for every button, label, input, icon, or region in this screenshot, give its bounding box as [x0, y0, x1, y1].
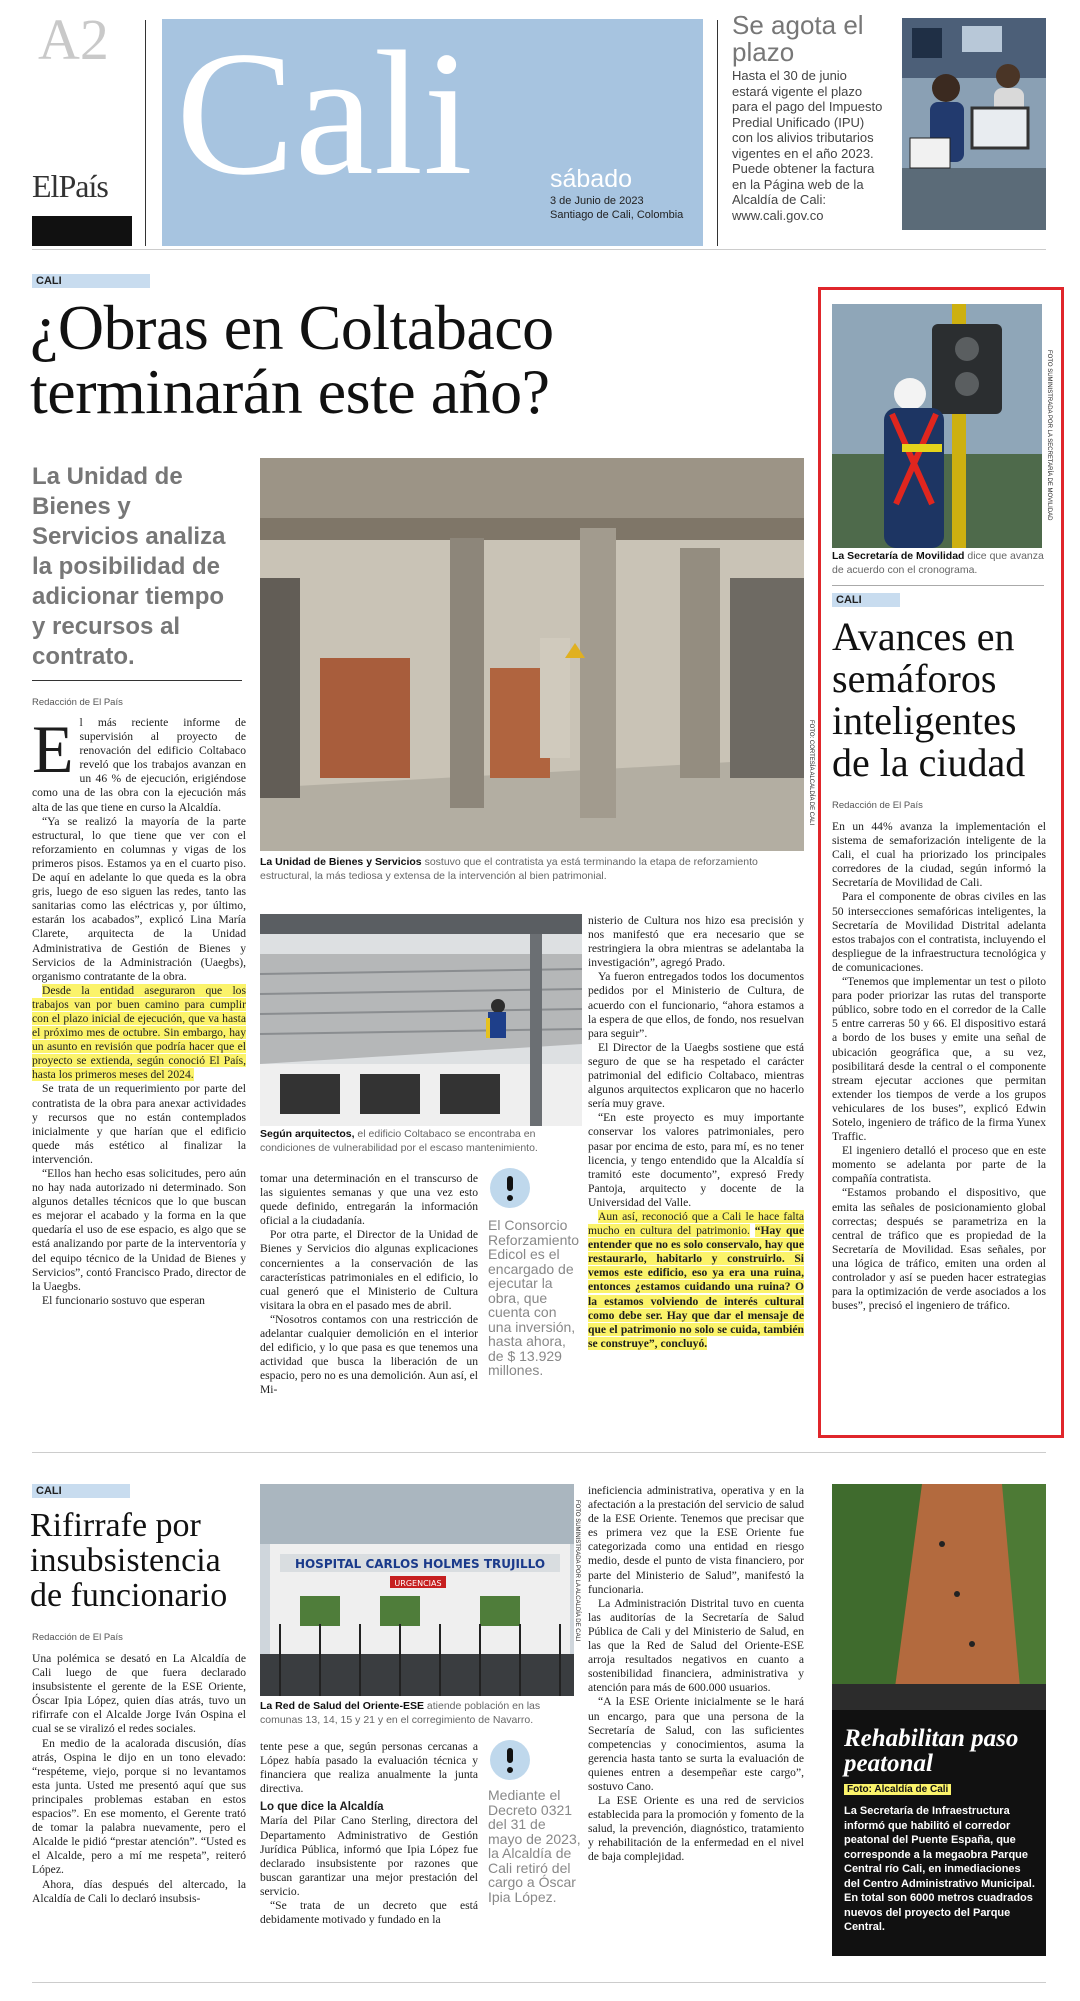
- paragraph: La ESE Oriente es una red de servicios establecida para la promoción y fomento de la salud, la prevención, diagnóstico, tratamiento y rehabilitación de la enfermedad en el nivel de baja complejidad.: [588, 1794, 804, 1864]
- urgencias-sign: URGENCIAS: [394, 1579, 442, 1588]
- masthead-day: sábado: [550, 165, 633, 193]
- paragraph: El ingeniero detalló el proceso que en este momento se adelanta por parte de la compañía contratista.: [832, 1144, 1046, 1186]
- main-column-1: [32, 711, 246, 1308]
- hospital-sign: HOSPITAL CARLOS HOLMES TRUJILLO: [294, 1557, 546, 1571]
- main-column-2: [260, 1172, 478, 1398]
- section-tag: CALI: [832, 593, 900, 607]
- news-box: [832, 1710, 1046, 1956]
- traffic-light-photo: [832, 304, 1042, 548]
- page-number: A2: [38, 7, 109, 72]
- paragraph: tomar una determinación en el transcurso de las siguientes semanas y que una vez esto quede definido, entregarán la información oficial a la ciudadanía.: [260, 1172, 478, 1228]
- byline: Redacción de El País: [32, 697, 123, 708]
- paragraph: ineficiencia administrativa, operativa y en la afectación a la prestación del servicio de salud de la ESE Oriente. Tenemos que precisar que es primera vez que la ESE Oriente fue categorizada como una entidad en riesgo medio, desde el punto de vista financiero, por parte del Ministerio de Salud”, manifestó la funcionaria.: [588, 1484, 804, 1596]
- photo-caption: La Red de Salud del Oriente-ESE atiende población en las comunas 13, 14, 15 y 21 y en el corregimiento de Navarro.: [260, 1700, 541, 1726]
- roof-worker-photo: [260, 914, 582, 1126]
- section-title: Cali: [176, 14, 473, 212]
- subhead: Lo que dice la Alcaldía: [260, 1801, 384, 1814]
- photo-caption: Según arquitectos, el edificio Coltabaco se encontraba en condiciones de vulnerabilidad por el escaso mantenimiento.: [260, 1128, 538, 1154]
- byline: Redacción de El País: [832, 800, 923, 811]
- footer-rule: [32, 1982, 1046, 1983]
- brief-divider: [717, 20, 718, 246]
- office-photo: [902, 18, 1046, 230]
- paragraph: Por otra parte, el Director de la Unidad de Bienes y Servicios dio algunas explicaciones concernientes a la conservación de las características patrimoniales en el edificio, lo cual generó que el Ministerio de Cultura visitara la obra en el pasado mes de abril.: [260, 1228, 478, 1312]
- section-tag: CALI: [32, 1484, 130, 1498]
- paragraph: “En este proyecto es muy importante conservar los valores patrimoniales, pero pasar por encima de esto, para mí, es no tener licencia, y tengo entendido que la Alcaldía sí tramitó este documento”, expresó Fredy Pantoja, arquitecto y docente de la Universidad del Valle.: [588, 1111, 804, 1209]
- second-column-2: [260, 1740, 478, 1927]
- photo-caption: La Unidad de Bienes y Servicios sostuvo que el contratista ya está terminando la etapa de reforzamiento estructural, la más tediosa y extensa de la intervención al bien patrimonial.: [260, 856, 758, 882]
- box-title: Rehabilitan paso peatonal: [844, 1725, 1019, 1777]
- hospital-photo: [260, 1484, 574, 1696]
- exclamation-icon: [490, 1740, 530, 1780]
- paragraph: “A la ESE Oriente inicialmente se le hará un encargo, para que una persona de la Secretaría de Salud, con las suficientes competencias y conocimientos, asuma la gerencia hasta tanto se surta la evaluación de quienes entren a desempeñar este cargo”, sostuvo Cano.: [588, 1695, 804, 1793]
- paragraph: Se trata de un requerimiento por parte del contratista de la obra para anexar actividades y recursos que no están contemplados inicialmente y que harían que el edificio quede más estético al finalizar la intervención.: [32, 1082, 246, 1166]
- sidebar-headline: Avances en semáforos inteligentes de la ciudad: [832, 614, 1026, 785]
- fact-box: Mediante el Decreto 0321 del 31 de mayo de 2023, la Alcaldía de Cali retiró del cargo a Óscar Ipia López.: [488, 1787, 581, 1905]
- paragraph: Ahora, días después del altercado, la Alcaldía de Cali lo declaró insubsis-: [32, 1877, 246, 1905]
- paragraph: l más reciente informe de supervisión al proyecto de renovación del edificio Coltabaco reveló que los trabajos avanzan en un 46 % de ejecución, erigiéndose como una de las obra con la ejecución más alta de las que tiene en curso la Alcaldía.: [32, 716, 246, 814]
- section-tag: CALI: [32, 274, 150, 288]
- main-headline: ¿Obras en Coltabaco terminarán este año?: [30, 292, 554, 427]
- caption-rule: [832, 585, 1044, 586]
- photo-credit: FOTO SUMINISTRADA POR LA SECRETARÍA DE MOVILIDAD: [1046, 350, 1052, 521]
- paragraph: En un 44% avanza la implementación el sistema de semaforización inteligente de la Cali, el cual ha priorizado los principales corredores de la ciudad, según informó la Secretaría de Movilidad de Cali.: [832, 820, 1046, 890]
- paragraph: El Director de la Uaegbs sostiene que está seguro de que se ha respetado el carácter patrimonial del edificio Coltabaco, mientras algunos arquitectos explicaron que no hacerlo sería muy grave.: [588, 1040, 804, 1111]
- highlighted-paragraph: Desde la entidad aseguraron que los trabajos van por buen camino para cumplir con el plazo inicial de ejecución, que va hasta el próximo mes de octubre. Sin embargo, hay un asunto en revisión que podría hacer que el proyecto se extienda, según conoció El País, hasta los primeros meses del 2024.: [32, 983, 246, 1082]
- highlighted-paragraph: Aun así, reconoció que a Cali le hace falta mucho en cultura del patrimonio. “Hay que entender que no es solo conservalo, hay que restaurarlo, habitarlo y construirlo. Si vemos este edificio, eso ya era una ruina, entonces ¿estamos cuidando una ruina? O la estamos volviendo de interés cultural como debe ser. Hay que dar el mensaje de que el patrimonio no solo se cuida, también se construye”, concluyó.: [588, 1209, 805, 1350]
- paragraph: “Ya se realizó la mayoría de la parte estructural, lo que tiene que ver con el reforzamiento en columnas y vigas de los primeros pisos. Estamos ya en el cuarto piso. De aquí en adelante lo que queda es la obra gris, luego de eso siguen las redes, tanto las sanitarias como las eléctricas y, por último, estarán los acabados”, explicó Lina María Clarete, arquitecta de la Unidad Administrativa de Gestión de Bienes y Servicios de la Administración (Uaegbs), organismo contratante de la obra.: [32, 814, 246, 983]
- paragraph: “Tenemos que implementar un test o piloto para poder priorizar las rutas del transporte público, sobre todo en el corredor de la Calle 5 entre carreras 50 y 66. El dispositivo estará a bordo de los buses y emite una señal de ubicación geográfica que, a su vez, posibilitará desde la central o el componente stream ejecutar acciones que permitan extender los tiempos de verde a los grupos vehiculares de los buses”, explicó Edwin Sotelo, ingeniero de tráfico de la firma Yunex Traffic.: [832, 975, 1046, 1144]
- paragraph: “Se trata de un decreto que está debidamente motivado y fundado en la: [260, 1899, 478, 1927]
- paragraph: Ya fueron entregados todos los documentos pedidos por el Ministerio de Cultura, de acuerdo con el funcionario, “ahora estamos a la espera de que ellos, de fondo, nos resuelvan para seguir”.: [588, 970, 804, 1040]
- masthead-date: 3 de Junio de 2023: [550, 195, 644, 207]
- paragraph: “Ellos han hecho esas solicitudes, pero aún no hay nada autorizado ni determinado. Son algunos detalles técnicos que lo que buscan es mejorar el acabado y la forma en la que quedaría el uso de ese espacio, es algo que se está analizando por parte de la interventoría y del equipo técnico de la Unidad de Bienes y Servicios”, contó Francisco Prado, director de la Uaegbs.: [32, 1167, 246, 1293]
- paragraph: “Nosotros contamos con una restricción de adelantar cualquier demolición en el interior del edificio, y lo que pasa es que tenemos una actividad que busca la liberación de un espacio, pero no es una demolición. Aun así, el Mi-: [260, 1312, 478, 1397]
- second-column-4: [588, 1484, 804, 1865]
- paragraph: María del Pilar Cano Sterling, directora del Departamento Administrativo de Gestión Jurídica Pública, informó que Ipia López fue declarado insubsistente por razones que buscan garantizar una mejor prestación del servicio.: [260, 1814, 478, 1898]
- exclamation-icon: [490, 1168, 530, 1208]
- second-headline: Rifirrafe por insubsistencia de funcionario: [30, 1507, 228, 1614]
- paragraph: Una polémica se desató en La Alcaldía de Cali luego de que fuera declarado insubsistente el gerente de la ESE Oriente, Óscar Ipia López, quien días atrás, tuvo un rifirrafe con el Alcalde Jorge Iván Ospina el cual se se viralizó el redes sociales.: [32, 1652, 246, 1736]
- byline: Redacción de El País: [32, 1632, 123, 1643]
- paragraph: En medio de la acalorada discusión, días atrás, Ospina le dijo en un tono elevado: “respéteme, viejo, porque si no levantamos esta junta. Usted me presentó aquí que sus principales problemas estaban en estos espacios”. En ese momento, el Gerente trató de tomar la palabra nuevamente, pero el Alcalde le pidió “prestar atención”. “Usted es el Alcalde, pero a mí me respeta”, reiteró López.: [32, 1736, 246, 1877]
- photo-credit: FOTO SUMINISTRADA POR LA ALCALDÍA DE CALI: [574, 1500, 580, 1642]
- paragraph: El funcionario sostuvo que esperan: [42, 1293, 205, 1307]
- drop-cap: E: [32, 711, 74, 787]
- coltabaco-interior-photo: [260, 458, 804, 851]
- logo-bar: [32, 216, 132, 246]
- box-text: La Secretaría de Infraestructura informó que habilitó el corredor peatonal del Puente España, que corresponde a la megaobra Parque Central río Cali, en inmediaciones del Centro Administrativo Municipal. En total son 6000 metros cuadrados nuevos del proyecto del Parque Central.: [844, 1805, 1035, 1933]
- paragraph: La Administración Distrital tuvo en cuenta las auditorías de la Secretaría de Salud Pública de Cali y del Ministerio de Salud, en las que la Red de Salud del Oriente-ESE arroja resultados negativos en cuanto a sostenibilidad financiera, administrativa y atención para más de 600.000 usuarios.: [588, 1596, 804, 1695]
- newspaper-logo: ElPaís: [32, 168, 108, 204]
- masthead-place: Santiago de Cali, Colombia: [550, 209, 684, 221]
- masthead-divider: [145, 20, 146, 246]
- photo-caption: La Secretaría de Movilidad dice que avanza de acuerdo con el cronograma.: [832, 550, 1044, 576]
- section-rule: [32, 1452, 1046, 1453]
- main-column-4: [588, 914, 804, 1351]
- fact-box: El Consorcio Reforzamiento Edicol es el encargado de ejecutar la obra, que cuenta con una inversión, hasta ahora, de $ 13.929 millones.: [488, 1217, 580, 1378]
- brief-title: Se agota el plazo: [732, 10, 864, 67]
- brief-text: Hasta el 30 de junio estará vigente el plazo para el pago del Impuesto Predial Unificado (IPU) con los alivios tributarios vigentes en el año 2023. Puede obtener la factura en la Página web de la Alcaldía de Cali: www.cali.gov.co: [732, 68, 883, 223]
- walkway-photo: [832, 1484, 1046, 1710]
- masthead-banner: [162, 14, 703, 246]
- paragraph: nisterio de Cultura nos hizo esa precisión y nos manifestó que era necesario que se restringiera la obra mientras se adelantaba la investigación”, agregó Prado.: [588, 914, 804, 970]
- deck-rule: [32, 680, 242, 681]
- photo-credit: FOTO: CORTESÍA ALCALDÍA DE CALI: [808, 720, 814, 826]
- main-deck: La Unidad de Bienes y Servicios analiza la posibilidad de adicionar tiempo y recursos al contrato.: [32, 463, 226, 670]
- paragraph: tente pese a que, según personas cercanas a López había pasado la evaluación técnica y financiera que realiza anualmente la junta directiva.: [260, 1740, 478, 1796]
- paragraph: “Estamos probando el dispositivo, que emita las señales de posicionamiento global correctas; después se parametriza en la central de tráfico que es propiedad de la Secretaría de Movilidad. Esas señales, por una lógica de tráfico, emiten una orden al controlador y así se pueden hacer estrategias para la optimización de verde asociados a los buses”, precisó el ingeniero de tráfico.: [832, 1186, 1046, 1313]
- box-credit: Foto: Alcaldía de Cali: [844, 1784, 951, 1795]
- sidebar-body: [832, 820, 1046, 1313]
- second-column-1: [32, 1652, 246, 1906]
- paragraph: Para el componente de obras civiles en las 50 intersecciones semafóricas inteligentes, la Secretaría de Movilidad Distrital adelanta estos trabajos con el contratista, incluyendo el despliegue de la infraestructura tecnológica y de comunicaciones.: [832, 890, 1046, 974]
- masthead-rule: [32, 249, 1046, 250]
